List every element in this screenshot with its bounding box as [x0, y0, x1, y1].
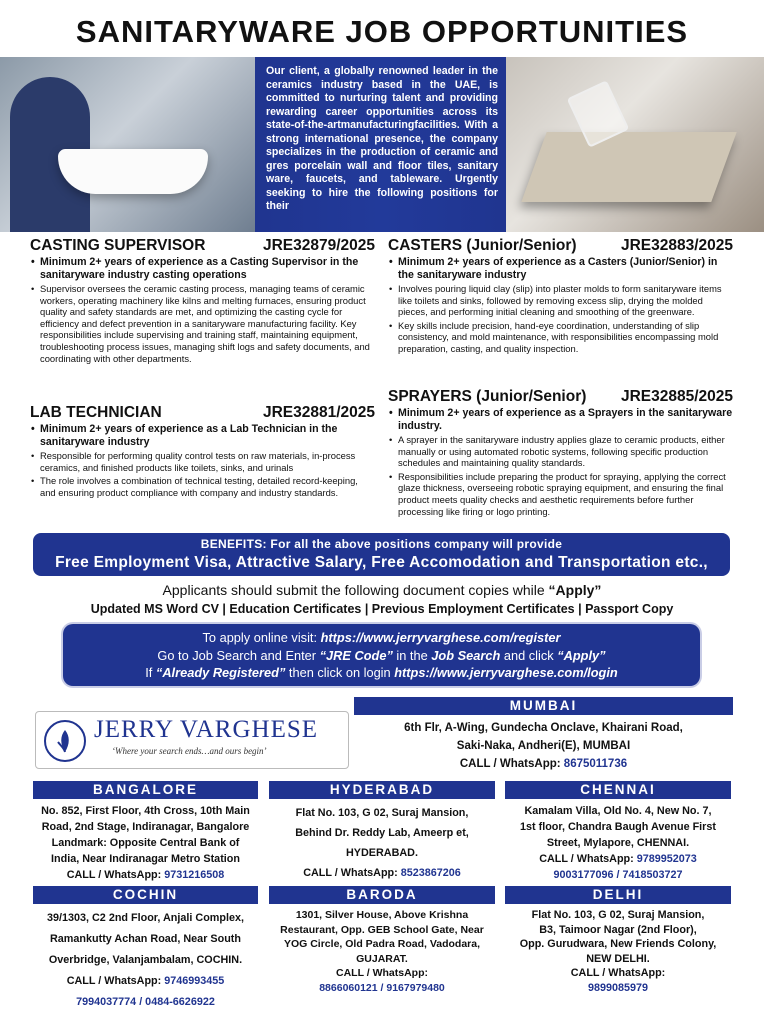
office-address-line: Road, 2nd Stage, Indiranagar, Bangalore	[41, 821, 250, 833]
apply-line2-text: Go to Job Search and Enter	[157, 647, 317, 663]
office-address-line: NEW DELHI.	[586, 952, 650, 965]
apply-line3-pre: If	[145, 665, 153, 680]
logo-emblem-icon	[44, 720, 86, 762]
apply-line2-mid: in the	[396, 647, 428, 663]
office-address-line: Flat No. 103, G 02, Suraj Mansion,	[295, 807, 469, 819]
office-address-line: 1st floor, Chandra Baugh Avenue First	[520, 821, 716, 833]
job-code: JRE32881/2025	[262, 404, 375, 421]
office-address-line: Street, Mylapore, CHENNAI.	[546, 837, 690, 849]
office-call-label: CALL / WhatsApp:	[336, 967, 428, 979]
office-baroda	[269, 886, 495, 995]
already-registered-label: “Already Registered”	[155, 665, 286, 680]
office-delhi	[505, 886, 731, 995]
glaze-tray-photo	[506, 57, 764, 232]
office-call-label: CALL / WhatsApp:	[66, 975, 162, 987]
office-name: CHENNAI	[505, 781, 731, 799]
office-bangalore	[33, 781, 258, 883]
job-code: JRE32879/2025	[262, 237, 375, 254]
job-requirement: • Minimum 2+ years of experience as a Sprayers in the sanitaryware industry.	[398, 407, 733, 432]
job-search-label: Job Search	[431, 647, 501, 663]
documents-list: Updated MS Word CV | Education Certificates | Previous Employment Certificates | Passport Copy	[90, 602, 674, 616]
office-hyderabad	[269, 781, 495, 883]
office-call-label: CALL / WhatsApp:	[66, 869, 162, 881]
office-address-line: B3, Taimoor Nagar (2nd Floor),	[539, 923, 697, 936]
job-requirement: • Minimum 2+ years of experience as a Casting Supervisor in the sanitaryware industry casting operations	[40, 256, 375, 281]
office-phone[interactable]: 8675011736	[563, 758, 628, 770]
office-address-line: YOG Circle, Old Padra Road, Vadodara,	[283, 938, 481, 950]
office-address-line: Overbridge, Valanjambalam, COCHIN.	[48, 954, 243, 966]
documents-section	[0, 582, 764, 616]
office-chennai	[505, 781, 731, 883]
job-code: JRE32883/2025	[620, 237, 733, 254]
office-name: HYDERABAD	[269, 781, 495, 799]
office-address-line: 1301, Silver House, Above Krishna	[295, 909, 469, 921]
job-description: • Supervisor oversees the ceramic casting process, managing teams of ceramic workers, operating machinery like kilns and melting furnaces, ensuring product quality and safety standards are met, and optimizing the casting cycle for efficiency and defect prevention in a sanitaryware manufacturing facility. Key responsibilities include supervising and training staff, maintaining equipment, troubleshooting process issues, managing shift logs and safety documents, and coordinating with other departments.	[40, 283, 375, 364]
office-address-line: 6th Flr, A-Wing, Gundecha Onclave, Khairani Road,	[404, 722, 683, 734]
job-description: • Key skills include precision, hand-eye coordination, understanding of slip consistency, and mold maintenance, with responsibilities encompassing mold preparation, casting, and quality inspection.	[398, 320, 733, 355]
office-call-label: CALL / WhatsApp:	[570, 967, 666, 979]
office-call-label: CALL / WhatsApp:	[459, 758, 561, 770]
sink-figure	[58, 149, 208, 194]
hero-banner	[0, 57, 764, 232]
office-address-line: GUJARAT.	[356, 952, 408, 965]
office-phone[interactable]: 8866060121 / 9167979480	[319, 981, 445, 994]
apply-line3-mid: then click on login	[288, 665, 391, 680]
benefits-banner	[33, 533, 730, 576]
office-call-label: CALL / WhatsApp:	[303, 867, 398, 879]
office-address-line: No. 852, First Floor, 4th Cross, 10th Main	[41, 805, 250, 817]
office-cochin	[33, 886, 258, 1013]
office-address-line: Landmark: Opposite Central Bank of	[51, 837, 240, 849]
login-link[interactable]: https://www.jerryvarghese.com/login	[394, 665, 618, 680]
apply-line2-post: and click	[503, 647, 554, 663]
logo-name: JERRY VARGHESE	[94, 716, 319, 743]
job-description: • The role involves a combination of technical testing, detailed record-keeping, and ensuring product compliance with company and industry standards.	[40, 475, 375, 498]
job-code: JRE32885/2025	[620, 388, 733, 405]
apply-line1-text: To apply online visit:	[202, 630, 318, 645]
job-requirement: • Minimum 2+ years of experience as a Lab Technician in the sanitaryware industry	[40, 423, 375, 448]
office-phone[interactable]: 9789952073	[636, 853, 697, 865]
office-address-line: Ramankutty Achan Road, Near South	[50, 933, 241, 945]
office-name: MUMBAI	[354, 697, 733, 715]
office-address-line: Restaurant, Opp. GEB School Gate, Near	[280, 923, 484, 936]
office-address-line: India, Near Indiranagar Metro Station	[51, 853, 240, 865]
office-name: BARODA	[269, 886, 495, 904]
job-title: SPRAYERS (Junior/Senior)	[388, 388, 587, 405]
page-title: SANITARYWARE JOB OPPORTUNITIES	[75, 14, 689, 49]
tray-figure	[521, 132, 736, 202]
intro-text: Our client, a globally renowned leader in the ceramics industry based in the UAE, is committed to nurturing talent and providing rewarding career opportunities across its state-of-the-artmanufacturingfacilities. With a strong international presence, the company specializes in the production of ceramic and gres porcelain wall and floor tiles, sanitary ware, faucets, and tableware. Urgently seeking to hire the following positions for their	[266, 65, 498, 212]
job-description: • Involves pouring liquid clay (slip) into plaster molds to form sanitaryware items like toilets and sinks, followed by removing excess slip, drying the molded pieces, and performing initial cleaning and smoothing of the greenware.	[398, 283, 733, 318]
office-mumbai	[354, 697, 733, 773]
office-address-line: Flat No. 103, G 02, Suraj Mansion,	[531, 909, 705, 921]
office-address-line: 39/1303, C2 2nd Floor, Anjali Complex,	[46, 912, 244, 924]
office-phone[interactable]: 7994037774 / 0484-6626922	[76, 996, 215, 1008]
register-link[interactable]: https://www.jerryvarghese.com/register	[320, 630, 561, 645]
office-phone[interactable]: 9003177096 / 7418503727	[553, 869, 683, 881]
apply-instructions	[63, 624, 700, 686]
office-address-line: HYDERABAD.	[346, 847, 418, 859]
office-phone[interactable]: 9731216508	[164, 869, 225, 881]
job-sprayers	[388, 388, 733, 519]
job-title: LAB TECHNICIAN	[30, 404, 162, 421]
job-description: • A sprayer in the sanitaryware industry applies glaze to ceramic products, either manually or using automated robotic systems, following specific production schedules and maintaining quality standards.	[398, 434, 733, 469]
benefits-heading: BENEFITS: For all the above positions company will provide	[200, 537, 563, 551]
office-call-label: CALL / WhatsApp:	[539, 853, 634, 865]
office-name: COCHIN	[33, 886, 258, 904]
worker-spraying-sink-photo	[0, 57, 255, 232]
job-casters	[388, 237, 733, 357]
office-address-line: Opp. Gurudwara, New Friends Colony,	[519, 938, 717, 950]
company-logo	[35, 711, 349, 769]
office-address-line: Saki-Naka, Andheri(E), MUMBAI	[456, 740, 631, 752]
office-address-line: Behind Dr. Reddy Lab, Ameerp et,	[295, 827, 469, 839]
job-lab-technician	[30, 404, 375, 500]
job-title: CASTERS (Junior/Senior)	[388, 237, 577, 254]
office-phone[interactable]: 9899085979	[587, 981, 649, 994]
benefits-list: Free Employment Visa, Attractive Salary, Free Accomodation and Transportation etc.,	[55, 554, 708, 571]
office-phone[interactable]: 9746993455	[164, 975, 225, 987]
job-description: • Responsibilities include preparing the product for spraying, applying the correct glaze thickness, overseeing robotic spraying equipment, and ensuring the final product meets quality checks and aesthetic requirements before further processing like firing or logo printing.	[398, 471, 733, 517]
job-description: • Responsible for performing quality control tests on raw materials, in-process ceramics, and finished products like toilets, sinks, and urinals	[40, 450, 375, 473]
job-casting-supervisor	[30, 237, 375, 366]
documents-intro: Applicants should submit the following document copies while	[162, 582, 545, 598]
logo-tagline: ‘Where your search ends…and ours begin’	[112, 746, 267, 756]
job-title: CASTING SUPERVISOR	[30, 237, 206, 254]
office-name: DELHI	[505, 886, 731, 904]
office-address-line: Kamalam Villa, Old No. 4, New No. 7,	[524, 805, 712, 817]
jre-code-label: “JRE Code”	[319, 647, 393, 663]
job-requirement: • Minimum 2+ years of experience as a Casters (Junior/Senior) in the sanitaryware industry	[398, 256, 733, 281]
apply-word: “Apply”	[548, 582, 602, 598]
office-phone[interactable]: 8523867206	[400, 867, 461, 879]
office-name: BANGALORE	[33, 781, 258, 799]
apply-label: “Apply”	[557, 647, 606, 663]
